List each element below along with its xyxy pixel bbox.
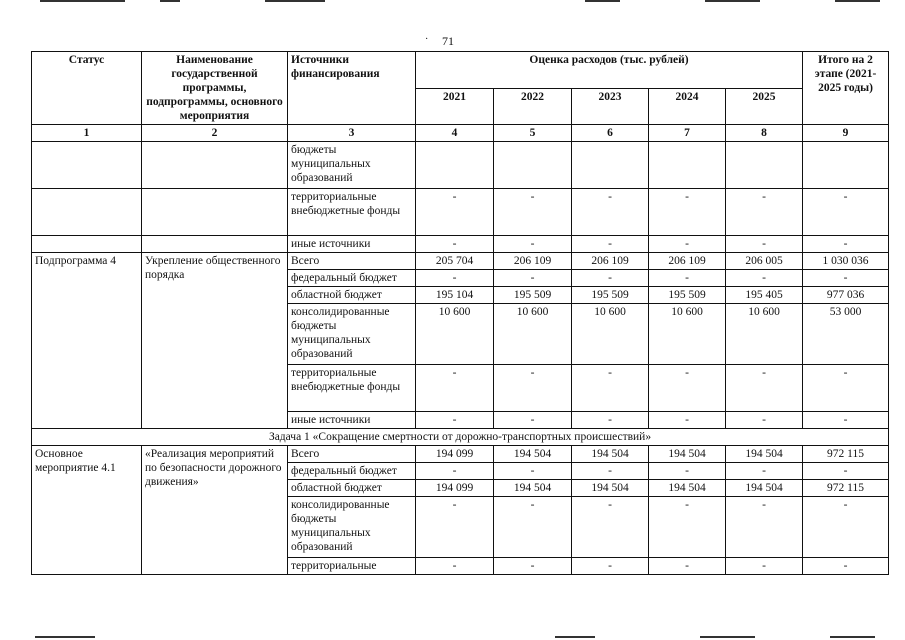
value-cell: -	[416, 558, 494, 575]
status-cell: Подпрограмма 4	[32, 253, 142, 429]
value-cell: -	[726, 412, 803, 429]
value-cell: 206 109	[649, 253, 726, 270]
value-cell: 194 504	[572, 446, 649, 463]
source-cell: областной бюджет	[288, 480, 416, 497]
scan-artifact	[700, 636, 755, 638]
value-cell: -	[572, 270, 649, 287]
value-cell: -	[726, 236, 803, 253]
header-year: 2022	[494, 88, 572, 125]
value-cell: -	[803, 270, 889, 287]
source-cell: иные источники	[288, 236, 416, 253]
header-estimate: Оценка расходов (тыс. рублей)	[416, 52, 803, 89]
header-sources: Источники финансирования	[288, 52, 416, 125]
value-cell: -	[416, 270, 494, 287]
header-year: 2023	[572, 88, 649, 125]
value-cell: -	[494, 497, 572, 558]
value-cell: -	[649, 189, 726, 236]
value-cell: -	[494, 270, 572, 287]
value-cell: -	[803, 236, 889, 253]
value-cell: -	[494, 365, 572, 412]
task-row	[32, 429, 889, 446]
column-number-row	[32, 125, 889, 142]
status-cell	[32, 236, 142, 253]
value-cell: -	[726, 270, 803, 287]
scan-artifact	[705, 0, 760, 2]
scan-artifact	[830, 636, 875, 638]
source-cell: областной бюджет	[288, 287, 416, 304]
value-cell	[494, 142, 572, 189]
expenditure-table	[31, 51, 889, 575]
table-row	[32, 189, 889, 236]
value-cell: -	[494, 189, 572, 236]
status-cell	[32, 189, 142, 236]
value-cell: -	[649, 270, 726, 287]
value-cell: 10 600	[416, 304, 494, 365]
value-cell: 206 109	[494, 253, 572, 270]
value-cell: 53 000	[803, 304, 889, 365]
value-cell: 194 504	[649, 446, 726, 463]
header-year: 2024	[649, 88, 726, 125]
table-row	[32, 236, 889, 253]
column-number: 7	[649, 125, 726, 142]
value-cell: 10 600	[572, 304, 649, 365]
value-cell: -	[494, 236, 572, 253]
value-cell: -	[416, 189, 494, 236]
value-cell: -	[803, 365, 889, 412]
value-cell: 972 115	[803, 480, 889, 497]
column-number: 5	[494, 125, 572, 142]
value-cell: -	[416, 365, 494, 412]
header-row	[32, 52, 889, 89]
value-cell: 194 504	[726, 446, 803, 463]
column-number: 8	[726, 125, 803, 142]
value-cell: -	[572, 558, 649, 575]
value-cell: -	[494, 412, 572, 429]
value-cell: 195 104	[416, 287, 494, 304]
value-cell: -	[649, 236, 726, 253]
value-cell: 195 509	[572, 287, 649, 304]
value-cell: 1 030 036	[803, 253, 889, 270]
table-row	[32, 253, 889, 270]
value-cell: -	[726, 497, 803, 558]
scan-artifact	[835, 0, 880, 2]
value-cell: -	[803, 189, 889, 236]
value-cell: -	[803, 463, 889, 480]
scan-artifact	[585, 0, 620, 2]
value-cell: -	[803, 558, 889, 575]
source-cell: консолидированные бюджеты муниципальных образований	[288, 304, 416, 365]
scan-artifact	[265, 0, 325, 2]
value-cell	[572, 142, 649, 189]
expenditure-table-container	[31, 51, 888, 575]
value-cell: -	[416, 412, 494, 429]
source-cell: федеральный бюджет	[288, 463, 416, 480]
name-cell	[142, 142, 288, 189]
column-number: 4	[416, 125, 494, 142]
source-cell: бюджеты муниципальных образований	[288, 142, 416, 189]
value-cell: -	[572, 463, 649, 480]
value-cell: -	[572, 497, 649, 558]
source-cell: Всего	[288, 446, 416, 463]
table-row	[32, 446, 889, 463]
header-year: 2021	[416, 88, 494, 125]
value-cell: -	[649, 365, 726, 412]
header-name: Наименование государственной программы, подпрограммы, основного мероприятия	[142, 52, 288, 125]
column-number: 2	[142, 125, 288, 142]
value-cell: 194 504	[572, 480, 649, 497]
column-number: 1	[32, 125, 142, 142]
source-cell: территориальные внебюджетные фонды	[288, 189, 416, 236]
value-cell: -	[416, 463, 494, 480]
page-mark: ·	[425, 34, 429, 45]
value-cell: 195 509	[649, 287, 726, 304]
value-cell: 206 005	[726, 253, 803, 270]
value-cell: 194 504	[649, 480, 726, 497]
header-year: 2025	[726, 88, 803, 125]
column-number: 9	[803, 125, 889, 142]
value-cell: -	[572, 236, 649, 253]
source-cell: федеральный бюджет	[288, 270, 416, 287]
source-cell: консолидированные бюджеты муниципальных образований	[288, 497, 416, 558]
value-cell	[649, 142, 726, 189]
value-cell: -	[803, 497, 889, 558]
scan-artifact	[555, 636, 595, 638]
value-cell: 194 099	[416, 480, 494, 497]
value-cell: -	[572, 189, 649, 236]
value-cell: 977 036	[803, 287, 889, 304]
value-cell: 194 504	[494, 446, 572, 463]
value-cell: 195 405	[726, 287, 803, 304]
value-cell: 195 509	[494, 287, 572, 304]
value-cell: 194 504	[494, 480, 572, 497]
value-cell: 10 600	[649, 304, 726, 365]
value-cell: -	[416, 497, 494, 558]
value-cell: 10 600	[494, 304, 572, 365]
value-cell	[726, 142, 803, 189]
page-number: 71	[442, 34, 454, 48]
value-cell: -	[803, 412, 889, 429]
source-cell: Всего	[288, 253, 416, 270]
value-cell: -	[494, 558, 572, 575]
column-number: 3	[288, 125, 416, 142]
value-cell: -	[726, 558, 803, 575]
name-cell	[142, 236, 288, 253]
value-cell: -	[726, 463, 803, 480]
column-number: 6	[572, 125, 649, 142]
value-cell: -	[649, 497, 726, 558]
scan-artifact	[40, 0, 125, 2]
name-cell	[142, 189, 288, 236]
value-cell: -	[572, 365, 649, 412]
value-cell	[416, 142, 494, 189]
table-row	[32, 142, 889, 189]
header-status: Статус	[32, 52, 142, 125]
scan-artifact	[35, 636, 95, 638]
status-cell	[32, 142, 142, 189]
status-cell: Основное мероприятие 4.1	[32, 446, 142, 575]
value-cell: -	[726, 189, 803, 236]
value-cell: -	[726, 365, 803, 412]
value-cell: 194 504	[726, 480, 803, 497]
value-cell	[803, 142, 889, 189]
value-cell: 10 600	[726, 304, 803, 365]
header-total: Итого на 2 этапе (2021-2025 годы)	[803, 52, 889, 125]
value-cell: 194 099	[416, 446, 494, 463]
task-title: Задача 1 «Сокращение смертности от дорожно-транспортных происшествий»	[32, 429, 889, 446]
value-cell: 972 115	[803, 446, 889, 463]
value-cell: -	[649, 463, 726, 480]
value-cell: 205 704	[416, 253, 494, 270]
source-cell: иные источники	[288, 412, 416, 429]
scan-artifact	[160, 0, 180, 2]
name-cell: «Реализация мероприятий по безопасности дорожного движения»	[142, 446, 288, 575]
value-cell: -	[416, 236, 494, 253]
value-cell: -	[649, 558, 726, 575]
name-cell: Укрепление общественного порядка	[142, 253, 288, 429]
value-cell: -	[494, 463, 572, 480]
value-cell: 206 109	[572, 253, 649, 270]
value-cell: -	[572, 412, 649, 429]
source-cell: территориальные	[288, 558, 416, 575]
value-cell: -	[649, 412, 726, 429]
source-cell: территориальные внебюджетные фонды	[288, 365, 416, 412]
